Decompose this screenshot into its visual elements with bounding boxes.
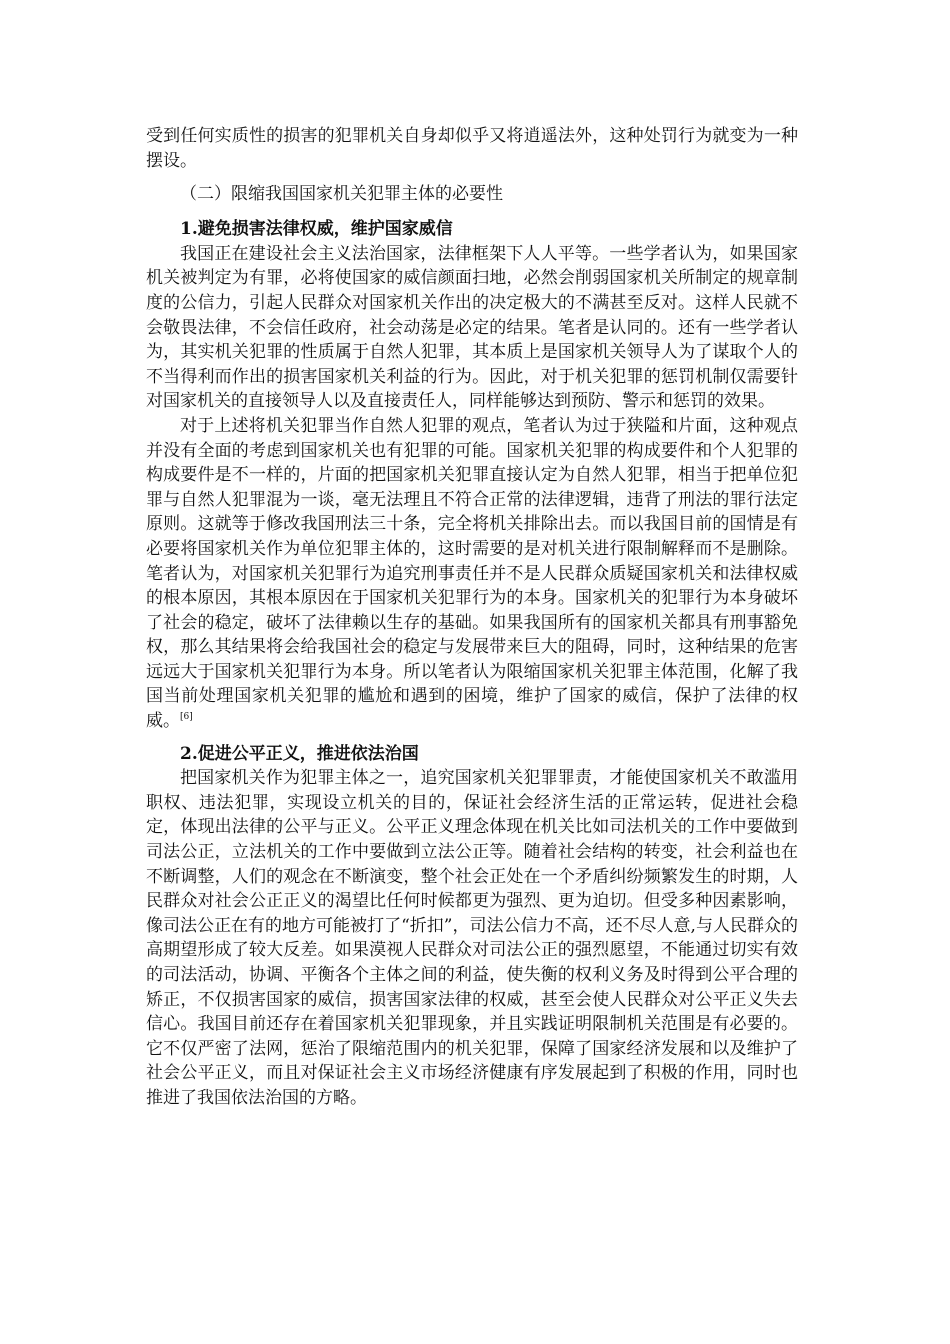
document-page (146, 124, 798, 1111)
subsection-1-paragraph-2-text: 对于上述将机关犯罪当作自然人犯罪的观点，笔者认为过于狭隘和片面，这种观点并没有全面的考虑到国家机关也有犯罪的可能。国家机关犯罪的构成要件和个人犯罪的构成要件是不一样的，片面的把国家机关犯罪直接认定为自然人犯罪，相当于把单位犯罪与自然人犯罪混为一谈，毫无法理且不符合正常的法律逻辑，违背了刑法的罪行法定原则。这就等于修改我国刑法三十条，完全将机关排除出去。而以我国目前的国情是有必要将国家机关作为单位犯罪主体的，这时需要的是对机关进行限制解释而不是删除。笔者认为，对国家机关犯罪行为追究刑事责任并不是人民群众质疑国家机关和法律权威的根本原因，其根本原因在于国家机关犯罪行为的本身。国家机关的犯罪行为本身破坏了社会的稳定，破坏了法律赖以生存的基础。如果我国所有的国家机关都具有刑事豁免权，那么其结果将会给我国社会的稳定与发展带来巨大的阻碍，同时，这种结果的危害远远大于国家机关犯罪行为本身。所以笔者认为限缩国家机关犯罪主体范围，化解了我国当前处理国家机关犯罪的尴尬和遇到的困境，维护了国家的威信，保护了法律的权威。 (146, 415, 798, 732)
subsection-2-heading: 2.促进公平正义，推进依法治国 (180, 743, 419, 764)
citation-reference: [6] (180, 712, 193, 723)
subsection-1-paragraph-2 (146, 414, 798, 734)
subsection-2-paragraph-1: 把国家机关作为犯罪主体之一，追究国家机关犯罪罪责，才能使国家机关不敢滥用职权、违法犯罪，实现设立机关的目的，保证社会经济生活的正常运转，促进社会稳定，体现出法律的公平与正义。公平正义理念体现在机关比如司法机关的工作中要做到司法公正，立法机关的工作中要做到立法公正等。随着社会结构的转变，社会利益也在不断调整，人们的观念在不断演变，整个社会正处在一个矛盾纠纷频繁发生的时期，人民群众对社会公正正义的渴望比任何时候都更为强烈、更为迫切。但受多种因素影响，像司法公正在有的地方可能被打了“折扣”，司法公信力不高，还不尽人意,与人民群众的高期望形成了较大反差。如果漠视人民群众对司法公正的强烈愿望，不能通过切实有效的司法活动，协调、平衡各个主体之间的利益，使失衡的权利义务及时得到公平合理的矫正，不仅损害国家的威信，损害国家法律的权威，甚至会使人民群众对公平正义失去信心。我国目前还存在着国家机关犯罪现象，并且实践证明限制机关范围是有必要的。它不仅严密了法网，惩治了限缩范围内的机关犯罪，保障了国家经济发展和以及维护了社会公平正义，而且对保证社会主义市场经济健康有序发展起到了积极的作用，同时也推进了我国依法治国的方略。 (146, 768, 798, 1108)
section-heading: （二）限缩我国国家机关犯罪主体的必要性 (180, 184, 503, 205)
subsection-1-heading: 1.避免损害法律权威，维护国家威信 (180, 219, 453, 240)
intro-paragraph: 受到任何实质性的损害的犯罪机关自身却似乎又将逍遥法外，这种处罚行为就变为一种摆设。 (146, 126, 798, 171)
subsection-1-paragraph-1: 我国正在建设社会主义法治国家，法律框架下人人平等。一些学者认为，如果国家机关被判定为有罪，必将使国家的威信颜面扫地，必然会削弱国家机关所制定的规章制度的公信力，引起人民群众对国家机关作出的决定极大的不满甚至反对。这样人民就不会敬畏法律，不会信任政府，社会动荡是必定的结果。笔者是认同的。还有一些学者认为，其实机关犯罪的性质属于自然人犯罪，其本质上是国家机关领导人为了谋取个人的不当得利而作出的损害国家机关利益的行为。因此，对于机关犯罪的惩罚机制仅需要针对国家机关的直接领导人以及直接责任人，同样能够达到预防、警示和惩罚的效果。 (146, 243, 798, 412)
